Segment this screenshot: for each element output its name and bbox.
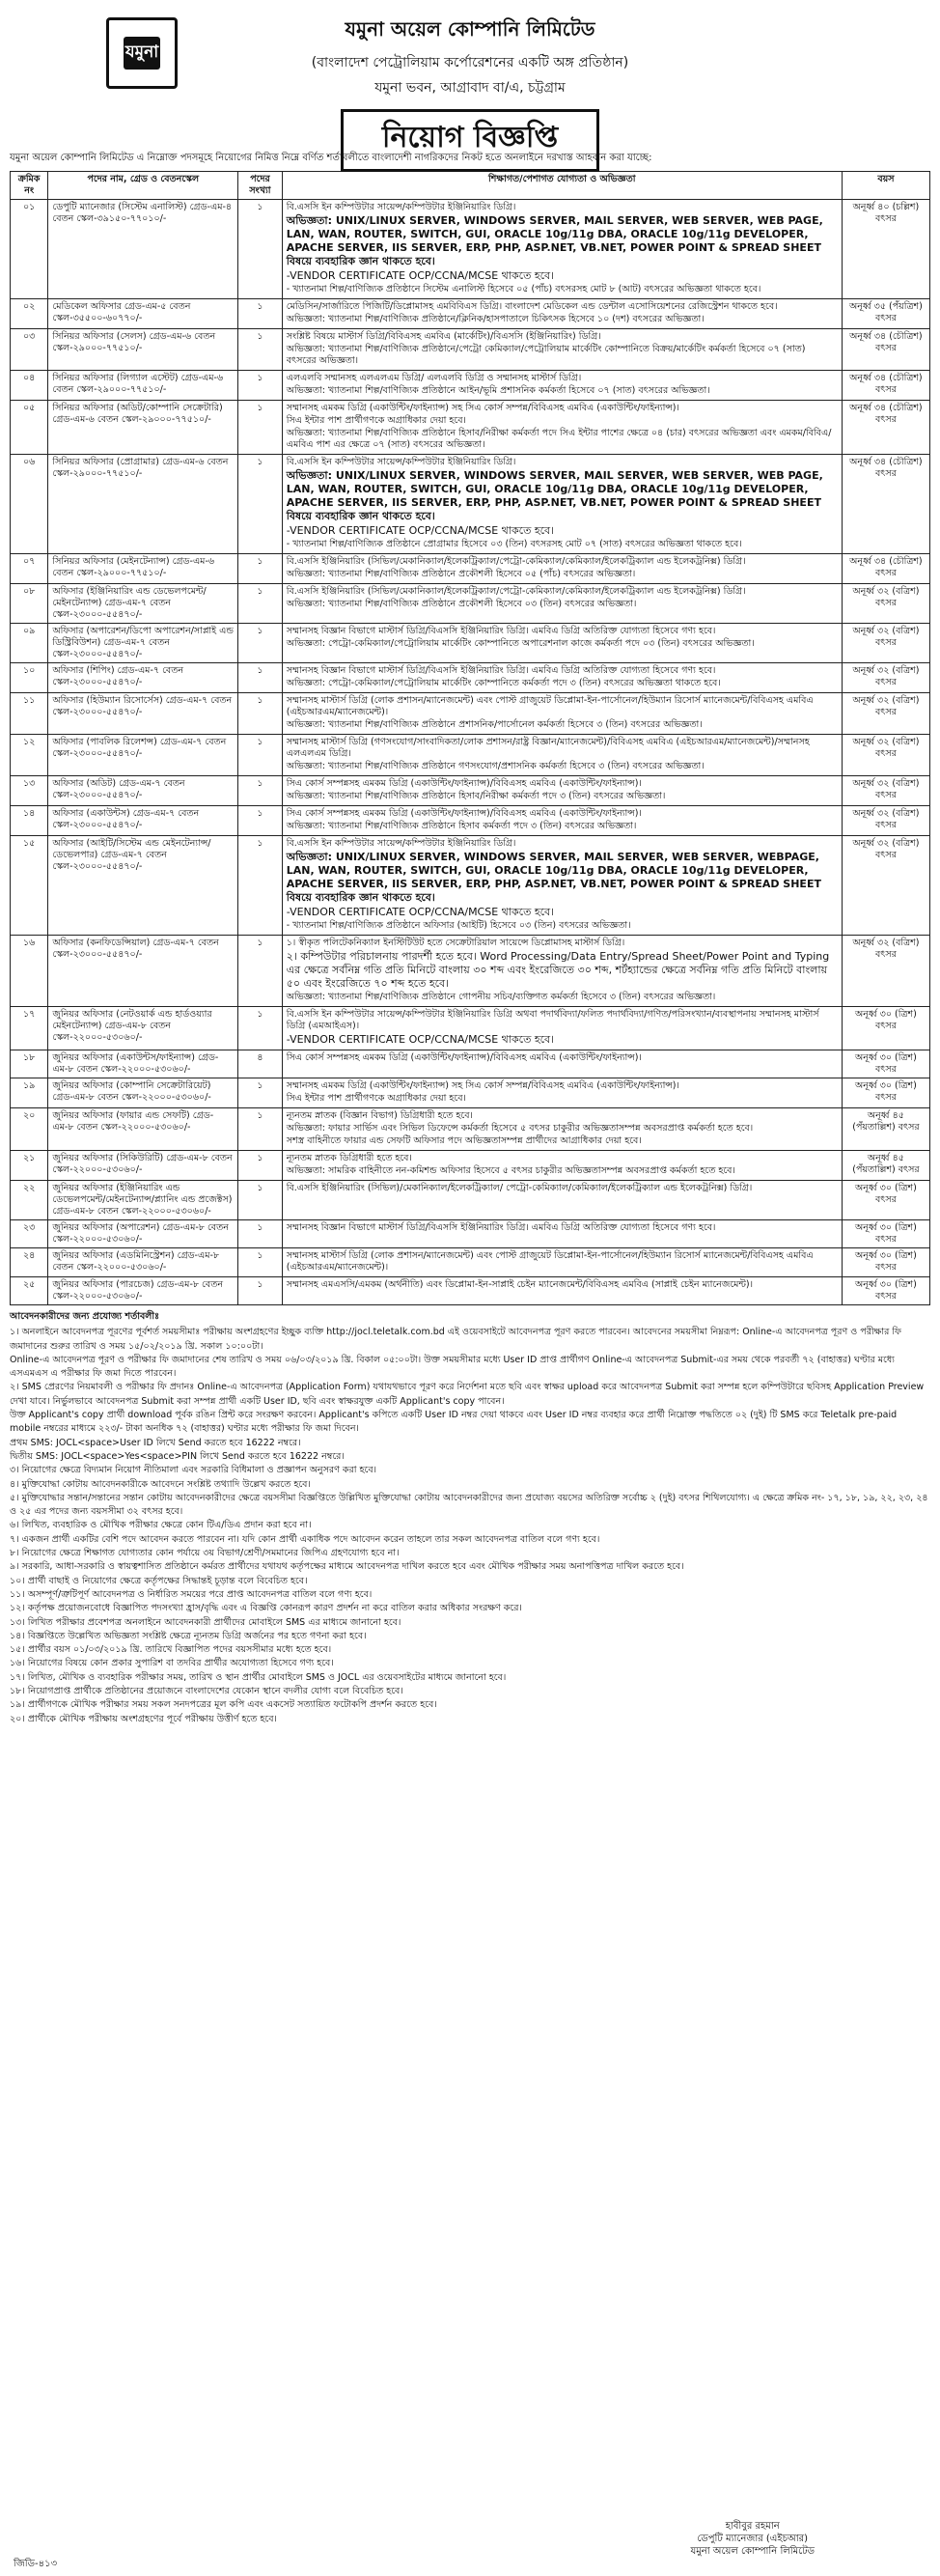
row-age: অনূর্ধ্ব ৩০ (ত্রিশ) বৎসর [842,1050,929,1078]
header-sl: ক্রমিক নং [11,172,48,200]
row-age: অনূর্ধ্ব ৩৪ (চৌত্রিশ) বৎসর [842,371,929,401]
row-count: ১ [238,401,283,455]
row-qualification [282,1050,842,1078]
qualification-line: অভিজ্ঞতা: খ্যাতনামা শিল্প/বাণিজ্যিক প্রতিষ্ঠানে আইন/ভূমি প্রশাসনিক কর্মকর্তা হিসেবে ০৭ (সাত) বৎসরের অভিজ্ঞতা। [286,385,710,396]
qualification-line: সম্মানসহ বিজ্ঞান বিভাগে মাস্টার্স ডিগ্রি/বিএসসি ইঞ্জিনিয়ারিং ডিগ্রি। এমবিএ ডিগ্রি অতিরিক্ত যোগ্যতা হিসেবে গণ্য হবে। [286,626,716,636]
row-age: অনূর্ধ্ব ৩০ (ত্রিশ) বৎসর [842,1220,929,1248]
terms-item: ১৮। নিয়োগপ্রাপ্ত প্রার্থীকে প্রতিষ্ঠানের প্রয়োজনে বাংলাদেশের যেকোন স্থানে বদলীর যোগ্য বলে বিবেচিত হবে। [10,1686,403,1697]
table-row [11,735,930,776]
row-sl: ১২ [11,735,48,776]
qualification-line: সম্মানসহ এমএসসি/এমকম (অর্থনীতি) এবং ডিপ্লোমা-ইন-সাপ্লাই চেইন ম্যানেজমেন্ট/বিবিএসহ এমবিএ (সাপ্লাই চেইন ম্যানেজমেন্ট)। [286,1279,754,1290]
qualification-line: সংশ্লিষ্ট বিষয়ে মাস্টার্স ডিগ্রি/বিবিএসহ এমবিএ (মার্কেটিং)/বিএসসি (ইঞ্জিনিয়ারিং) ডিগ্রি। [286,331,601,342]
row-post: জুনিয়র অফিসার (ফায়ার এন্ড সেফটি) গ্রেড-এম-৮ বেতন স্কেল-২২০০০-৫৩০৬০/- [48,1108,238,1151]
row-post: অফিসার (একাউন্টস) গ্রেড-এম-৭ বেতন স্কেল-২৩০০০-৫৫৪৭০/- [48,806,238,836]
row-count: ১ [238,1181,283,1220]
row-count: ১ [238,624,283,663]
terms-item: ৪। মুক্তিযোদ্ধা কোটায় আবেদনকারীকে আবেদনে সংশ্লিষ্ট তথ্যাদি উল্লেখ করতে হবে। [10,1478,311,1490]
row-sl: ১৬ [11,936,48,1007]
row-post: জুনিয়র অফিসার (সিকিউরিটি) গ্রেড-এম-৮ বেতন স্কেল-২২০০০-৫৩০৬০/- [48,1151,238,1181]
qualification-line: -VENDOR CERTIFICATE OCP/CCNA/MCSE থাকতে হবে। [286,269,555,282]
table-row [11,693,930,735]
qualification-line: সম্মানসহ মাস্টার্স ডিগ্রি (লোক প্রশাসন/ম্যানেজমেন্ট) এবং পোস্ট গ্রাজুয়েট ডিপ্লোমা-ইন-পার্সোনেল/হিউম্যান রিসোর্স ম্যানেজমেন্ট/বিবিএসহ এমবিএ (এইচআরএম/ম্যানেজমেন্ট)। [286,695,814,717]
intro-text: যমুনা অয়েল কোম্পানি লিমিটেড এ নিম্নোক্ত পদসমূহে নিয়োগের নিমিত্ত নিম্নে বর্ণিত শর্তাবলীতে বাংলাদেশী নাগরিকদের নিকট হতে অনলাইনে দরখাস্ত আহবান করা যাচ্ছে: [10,153,652,163]
company-name: যমুনা অয়েল কোম্পানি লিমিটেড [345,17,595,41]
terms-heading: আবেদনকারীদের জন্য প্রযোজ্য শর্তাবলীঃ [10,1311,160,1322]
row-count: ১ [238,776,283,806]
row-age: অনূর্ধ্ব ৩০ (ত্রিশ) বৎসর [842,1181,929,1220]
row-sl: ১৯ [11,1078,48,1108]
jobs-table [10,171,930,1305]
row-age: অনূর্ধ্ব ৩০ (ত্রিশ) বৎসর [842,1248,929,1277]
row-post: অফিসার (কনফিডেন্সিয়াল) গ্রেড-এম-৭ বেতন স্কেল-২৩০০০-৫৫৪৭০/- [48,936,238,1007]
qualification-line: বি.এসসি ইন কম্পিউটার সায়েন্স/কম্পিউটার ইঞ্জিনিয়ারিং ডিগ্রি। [286,202,516,212]
table-row [11,200,930,299]
row-qualification [282,1220,842,1248]
row-count: ১ [238,455,283,554]
qualification-line: -VENDOR CERTIFICATE OCP/CCNA/MCSE থাকতে হবে। [286,1033,555,1046]
row-qualification [282,1078,842,1108]
row-post: সিনিয়র অফিসার (প্রোগ্রামার) গ্রেড-এম-৬ বেতন স্কেল-২৯০০০-৭৭৫১০/- [48,455,238,554]
terms-item: ৯। সরকারি, আধা-সরকারি ও স্বায়ত্বশাসিত প্রতিষ্ঠানে কর্মরত প্রার্থীদের যথাযথ কর্তৃপক্ষের মাধ্যমে আবেদনপত্র দাখিল করতে হবে এবং মৌখিক পরীক্ষার সময় অনাপত্তিপত্র দাখিল করতে হবে। [10,1561,684,1573]
qualification-line: মেডিসিন/সার্জারিতে পিজিটি/ডিপ্লোমাসহ এমবিবিএস ডিগ্রি। বাংলাদেশ মেডিকেল এন্ড ডেন্টাল এসোসিয়েশনের রেজিস্ট্রেশন থাকতে হবে। [286,301,778,312]
table-row [11,1220,930,1248]
row-count: ১ [238,1220,283,1248]
terms-item: ১৩। লিখিত পরীক্ষার প্রবেশপত্র অনলাইনে আবেদনকারী প্রার্থীদের মোবাইলে SMS এর মাধ্যমে জানানো হবে। [10,1616,401,1628]
row-qualification [282,735,842,776]
signatory-company: যমুনা অয়েল কোম্পানি লিমিটেড [690,2546,815,2557]
row-post: জুনিয়র অফিসার (এডমিনিস্ট্রেশন) গ্রেড-এম-৮ বেতন স্কেল-২২০০০-৫৩০৬০/- [48,1248,238,1277]
qualification-line: অভিজ্ঞতা: খ্যাতনামা শিল্প/বাণিজ্যিক প্রতিষ্ঠানে হিসাব/নিরীক্ষা কর্মকর্তা পদে ৩ (তিন) বৎসরের অভিজ্ঞতা। [286,791,666,801]
qualification-line: ন্যূনতম স্নাতক ডিগ্রিধারী হতে হবে। [286,1153,412,1163]
row-sl: ২৩ [11,1220,48,1248]
row-sl: ২০ [11,1108,48,1151]
row-count: ১ [238,584,283,624]
row-count: ১ [238,1248,283,1277]
row-qualification [282,329,842,371]
table-row [11,1078,930,1108]
row-count: ১ [238,1277,283,1305]
qualification-line: অভিজ্ঞতা: সামরিক বাহিনীতে নন-কমিশন্ড অফিসার হিসেবে ৫ বৎসর চাকুরীর অভিজ্ঞতাসম্পন্ন অবসরপ্রাপ্ত কর্মকর্তা হতে হবে। [286,1165,735,1176]
table-row [11,1050,930,1078]
row-post: সিনিয়র অফিসার (মেইনটেন্যান্স) গ্রেড-এম-৬ বেতন স্কেল-২৯০০০-৭৭৫১০/- [48,554,238,584]
page-title: নিয়োগ বিজ্ঞপ্তি [341,109,599,172]
row-age: অনূর্ধ্ব ৩৪ (চৌত্রিশ) বৎসর [842,329,929,371]
notice-header [10,0,930,154]
qualification-line: অভিজ্ঞতা: পেট্রো-কেমিক্যাল/পেট্রোলিয়াম মার্কেটিং কোম্পানিতে কর্মকর্তা পদে ৩ (তিন) বৎসরের অভিজ্ঞতা থাকতে হবে। [286,678,721,688]
table-row [11,1151,930,1181]
row-count: ১ [238,806,283,836]
qualification-line: অভিজ্ঞতা: খ্যাতনামা শিল্প/বাণিজ্যিক প্রতিষ্ঠানে গণসংযোগ/প্রশাসনিক কর্মকর্তা হিসেবে ৩ (তিন) বৎসরের অভিজ্ঞতা। [286,761,705,771]
row-age: অনূর্ধ্ব ৩৫ (পঁয়ত্রিশ) বৎসর [842,299,929,329]
row-qualification [282,455,842,554]
terms-item: ১৬। নিয়োগের বিষয়ে কোন প্রকার সুপারিশ বা তদবির প্রার্থীর অযোগ্যতা হিসেবে গণ্য হবে। [10,1658,334,1669]
qualification-line: অভিজ্ঞতা: UNIX/LINUX SERVER, WINDOWS SERVER, MAIL SERVER, WEB SERVER, WEB PAGE, LAN, WAN, ROUTER, SWITCH, GUI, ORACLE 10g/11g DBA, ORACLE 10g/11g DEVELOPER, APACHE SERVER, IIS SERVER, ERP, PHP, ASP.NET, VB.NET, POWER POINT & SPREAD SHEET বিষয়ে ব্যবহারিক জ্ঞান থাকতে হবে। [286,469,823,522]
footer-code: জিডি-৪১৩ [14,2559,58,2569]
row-post: মেডিকেল অফিসার গ্রেড-এম-৫ বেতন স্কেল-৩৫৫০০-৬০৭৭০/- [48,299,238,329]
terms-item: ৮। নিয়োগের ক্ষেত্রে শিক্ষাগত যোগ্যতার কোন পর্যায়ে ৩য় বিভাগ/শ্রেণী/সমমানের জিপিএ গ্রহণযোগ্য হবে না। [10,1548,400,1559]
terms-item: ৫। মুক্তিযোদ্ধার সন্তান/সন্তানের সন্তান কোটায় আবেদনকারীদের ক্ষেত্রে বয়সসীমা বিজ্ঞপ্তিতে উল্লিখিত মুক্তিযোদ্ধা কোটায় আবেদনকারীদের জন্য প্রযোজ্য বয়সের অতিরিক্ত সর্বোচ্চ ২ (দুই) বৎসর শিথিলযোগ্য। এ ক্ষেত্রে ক্রমিক নং- ১৭, ১৮, ১৯, ২২, ২৩, ২৪ ও ২৫ এর পদের জন্য বয়সসীমা ৩২ বৎসর হবে। [10,1492,928,1518]
table-row [11,401,930,455]
row-count: ১ [238,735,283,776]
qualification-line: ন্যূনতম স্নাতক (বিজ্ঞান বিভাগ) ডিগ্রিধারী হতে হবে। [286,1110,473,1121]
row-sl: ০৯ [11,624,48,663]
row-post: অফিসার (অডিট) গ্রেড-এম-৭ বেতন স্কেল-২৩০০০-৫৫৪৭০/- [48,776,238,806]
row-qualification [282,693,842,735]
row-age: অনূর্ধ্ব ৩২ (বত্রিশ) বৎসর [842,693,929,735]
table-row [11,299,930,329]
row-sl: ২৫ [11,1277,48,1305]
row-post: ডেপুটি ম্যানেজার (সিস্টেম এনালিস্ট) গ্রেড-এম-৪ বেতন স্কেল-৩৯১৫০-৭৭০১০/- [48,200,238,299]
header-post: পদের নাম, গ্রেড ও বেতনস্কেল [48,172,238,200]
row-sl: ১১ [11,693,48,735]
qualification-line: অভিজ্ঞতা: খ্যাতনামা শিল্প/বাণিজ্যিক প্রতিষ্ঠানে/ক্লিনিক/হাসপাতালে চিকিৎসক হিসেবে ১০ (দশ) বৎসরের অভিজ্ঞতা। [286,314,705,324]
row-post: জুনিয়র অফিসার (নেটওয়ার্ক এন্ড হার্ডওয়্যার মেইনটেন্যান্স) গ্রেড-এম-৮ বেতন স্কেল-২২০০০-৫৩০৬০/- [48,1007,238,1050]
row-sl: ২২ [11,1181,48,1220]
row-count: ১ [238,554,283,584]
table-row [11,1248,930,1277]
qualification-line: -VENDOR CERTIFICATE OCP/CCNA/MCSE থাকতে হবে। [286,906,555,918]
row-sl: ০৩ [11,329,48,371]
row-sl: ১০ [11,663,48,693]
row-age: অনূর্ধ্ব ৩২ (বত্রিশ) বৎসর [842,936,929,1007]
row-post: অফিসার (হিউম্যান রিসোর্সেস) গ্রেড-এম-৭ বেতন স্কেল-২৩০০০-৫৫৪৭০/- [48,693,238,735]
qualification-line: সিএ ইন্টার পাশ প্রার্থীগণকে অগ্রাধিকার দেয়া হবে। [286,415,466,426]
qualification-line: সিএ কোর্স সম্পন্নসহ এমকম ডিগ্রি (একাউন্টিং/ফাইন্যান্স)/বিবিএসহ এমবিএ (একাউন্টিং/ফাইন্যান্স)। [286,808,642,819]
row-qualification [282,299,842,329]
qualification-line: বি.এসসি ইঞ্জিনিয়ারিং (সিভিল/মেকানিক্যাল/ইলেকট্রিক্যাল/পেট্রো-কেমিক্যাল/কেমিক্যাল/ইলেকট্রিক্যাল এন্ড ইলেকট্রনিক্স) ডিগ্রি। [286,586,746,597]
terms-item: ১৯। প্রার্থীগণকে মৌখিক পরীক্ষার সময় সকল সনদপত্রের মূল কপি এবং একসেট সত্যায়িত ফটোকপি প্রদর্শন করতে হবে। [10,1699,437,1711]
qualification-line: সশস্ত্র বাহিনীতে ফায়ার এন্ড সেফটি অফিসার পদে অভিজ্ঞতাসম্পন্ন প্রার্থীদের আগ্রাধিকার দেয়া হবে। [286,1135,642,1146]
qualification-line: অভিজ্ঞতা: UNIX/LINUX SERVER, WINDOWS SERVER, MAIL SERVER, WEB SERVER, WEBPAGE, LAN, WAN, ROUTER, SWITCH, GUI, ORACLE 10g/11g DBA, ORACLE 10g/11g DEVELOPER, APACHE SERVER, IIS SERVER, ERP, PHP, ASP.NET, VB.NET, POWER POINT & SPREAD SHEET বিষয়ে ব্যবহারিক জ্ঞান থাকতে হবে। [286,851,821,904]
table-header-row [11,172,930,200]
terms-item: উক্ত Applicant's copy প্রার্থী download পূর্বক রঙিন প্রিন্ট করে সংরক্ষণ করবেন। Applicant's কপিতে একটি User ID নম্বর দেয়া থাকবে এবং User ID নম্বর ব্যবহার করে প্রার্থী নিম্নোক্ত পদ্ধতিতে ০২ (দুই) টি SMS করে Teletalk pre-paid mobile নম্বরের মাধ্যমে ২২৩/- টাকা অনধিক ৭২ (বাহাত্তর) ঘণ্টার মধ্যে পরীক্ষার ফি জমা দিবেন। [10,1410,898,1435]
row-post: অফিসার (আইটি/সিস্টেম এন্ড মেইনটেন্যান্স/ডেভেলপার) গ্রেড-এম-৭ বেতন স্কেল-২৩০০০-৫৫৪৭০/- [48,836,238,936]
row-count: ১ [238,299,283,329]
row-sl: ০৫ [11,401,48,455]
row-qualification [282,1181,842,1220]
terms-item: ৬। লিখিত, ব্যবহারিক ও মৌখিক পরীক্ষার ক্ষেত্রে কোন টিএ/ডিএ প্রদান করা হবে না। [10,1520,312,1531]
table-row [11,1277,930,1305]
row-post: সিনিয়র অফিসার (সেলস) গ্রেড-এম-৬ বেতন স্কেল-২৯০০০-৭৭৫১০/- [48,329,238,371]
row-age: অনূর্ধ্ব ৩০ (ত্রিশ) বৎসর [842,1007,929,1050]
row-post: অফিসার (ইঞ্জিনিয়ারিং এন্ড ডেভেলপমেন্ট/মেইনটেন্যান্স) গ্রেড-এম-৭ বেতন স্কেল-২৩০০০-৫৫৪৭০/- [48,584,238,624]
table-row [11,663,930,693]
row-count: ১ [238,836,283,936]
row-sl: ০৬ [11,455,48,554]
terms-item: ১৪। বিজ্ঞপ্তিতে উল্লেখিত অভিজ্ঞতা সংশ্লিষ্ট ক্ষেত্রে ন্যূনতম ডিগ্রি অর্জনের পর হতে গণনা করা হবে। [10,1630,367,1641]
row-age: অনূর্ধ্ব ৪৫ (পঁয়তাল্লিশ) বৎসর [842,1108,929,1151]
header-edu: শিক্ষাগত/পেশাগত যোগ্যতা ও অভিজ্ঞতা [282,172,842,200]
qualification-line: অভিজ্ঞতা: খ্যাতনামা শিল্প/বাণিজ্যিক প্রতিষ্ঠানে প্রশাসনিক/পার্সোনেল কর্মকর্তা হিসেবে ৩ (তিন) বৎসরের অভিজ্ঞতা। [286,719,703,730]
qualification-line: বি.এসসি ইন কম্পিউটার সায়েন্স/কম্পিউটার ইঞ্জিনিয়ারিং ডিগ্রি। [286,457,516,467]
table-row [11,806,930,836]
header-age: বয়স [842,172,929,200]
terms-item: Online-এ আবেদনপত্র পূরণ ও পরীক্ষার ফি জমাদানের শেষ তারিখ ও সময় ০৬/০৩/২০১৯ খ্রি. বিকাল ০৫:০০টা। উক্ত সময়সীমার মধ্যে User ID প্রাপ্ত প্রার্থীগণ Online-এ আবেদনপত্র Submit-এর সময় থেকে পরবর্তী ৭২ (বাহাত্তর) ঘণ্টার মধ্যে এসএমএস এ পরীক্ষার ফি জমা দিতে পারবেন। [10,1354,895,1380]
row-qualification [282,624,842,663]
row-post: জুনিয়র অফিসার (কোম্পানি সেক্রেটারিয়েট) গ্রেড-এম-৮ বেতন স্কেল-২২০০০-৫৩০৬০/- [48,1078,238,1108]
qualification-line: অভিজ্ঞতা: খ্যাতনামা শিল্প/বাণিজ্যিক প্রতিষ্ঠানে প্রকৌশলী হিসেবে ০৫ (পাঁচ) বৎসরের অভিজ্ঞতা। [286,569,636,579]
table-row [11,836,930,936]
row-age: অনূর্ধ্ব ৩০ (ত্রিশ) বৎসর [842,1078,929,1108]
company-subtitle: (বাংলাদেশ পেট্রোলিয়াম কর্পোরেশনের একটি অঙ্গ প্রতিষ্ঠান) [311,55,629,70]
row-sl: ০১ [11,200,48,299]
qualification-line: বি.এসসি ইঞ্জিনিয়ারিং (সিভিল)/মেকানিক্যাল/ইলেকট্রিক্যাল/ পেট্রো-কেমিক্যাল/কেমিক্যাল/ইলেকট্রিক্যাল এন্ড ইলেকট্রনিক্স) ডিগ্রি। [286,1183,753,1193]
table-row [11,329,930,371]
row-sl: ০৮ [11,584,48,624]
qualification-line: অভিজ্ঞতা: খ্যাতনামা শিল্প/বাণিজ্যিক প্রতিষ্ঠানে গোপনীয় সচিব/ব্যক্তিগত কর্মকর্তা হিসেবে ৩ (তিন) বৎসরের অভিজ্ঞতা। [286,992,716,1002]
row-age: অনূর্ধ্ব ৩২ (বত্রিশ) বৎসর [842,776,929,806]
row-post: সিনিয়র অফিসার (অডিট/কোম্পানি সেক্রেটারি) গ্রেড-এম-৬ বেতন স্কেল-২৯০০০-৭৭৫১০/- [48,401,238,455]
table-row [11,554,930,584]
table-body [11,200,930,1305]
row-post: অফিসার (শিপিং) গ্রেড-এম-৭ বেতন স্কেল-২৩০০০-৫৫৪৭০/- [48,663,238,693]
table-row [11,1181,930,1220]
row-qualification [282,1007,842,1050]
row-sl: ১৭ [11,1007,48,1050]
table-row [11,455,930,554]
row-post: জুনিয়র অফিসার (একাউন্টস/ফাইন্যান্স) গ্রেড-এম-৮ বেতন স্কেল-২২০০০-৫৩০৬০/- [48,1050,238,1078]
header-count: পদের সংখ্যা [238,172,283,200]
row-qualification [282,1248,842,1277]
signatory-name: হাবীবুর রহমান [725,2521,780,2532]
terms-list [10,1326,930,1726]
row-count: ১ [238,1078,283,1108]
row-qualification [282,806,842,836]
table-row [11,1108,930,1151]
terms-item: দ্বিতীয় SMS: JOCL<space>Yes<space>PIN লিখে Send করতে হবে 16222 নম্বরে। [10,1450,345,1462]
row-qualification [282,1108,842,1151]
row-qualification [282,1151,842,1181]
table-row [11,776,930,806]
table-row [11,1007,930,1050]
qualification-line: বি.এসসি ইন কম্পিউটার সায়েন্স/কম্পিউটার ইঞ্জিনিয়ারিং ডিগ্রি। [286,838,516,849]
row-age: অনূর্ধ্ব ৩২ (বত্রিশ) বৎসর [842,584,929,624]
table-row [11,371,930,401]
terms-item: ১৭। লিখিত, মৌখিক ও ব্যবহারিক পরীক্ষার সময়, তারিখ ও স্থান প্রার্থীর মোবাইলে SMS ও JOCL এর ওয়েবসাইটের মাধ্যমে জানানো হবে। [10,1671,507,1683]
row-age: অনূর্ধ্ব ৪০ (চল্লিশ) বৎসর [842,200,929,299]
row-sl: ১৪ [11,806,48,836]
qualification-line: এলএলবি সম্মানসহ এলএলএম ডিগ্রি/ এলএলবি ডিগ্রি ও সম্মানসহ মাস্টার্স ডিগ্রি। [286,373,582,383]
row-age: অনূর্ধ্ব ৩৪ (চৌত্রিশ) বৎসর [842,455,929,554]
row-count: ১ [238,329,283,371]
terms-item: ৩। নিয়োগের ক্ষেত্রে বিদ্যমান নিয়োগ নীতিমালা এবং সরকারি বিধিমালা ও প্রজ্ঞাপন অনুসরণ করা হবে। [10,1465,377,1476]
row-age: অনূর্ধ্ব ৩২ (বত্রিশ) বৎসর [842,806,929,836]
terms-item: ১। অনলাইনে আবেদনপত্র পূরণের পূর্বশর্ত সময়সীমাঃ পরীক্ষায় অংশগ্রহণের ইচ্ছুক ব্যক্তি http://jocl.teletalk.com.bd এই ওয়েবসাইটে আবেদনপত্র পূরণ করতে পারবেন। আবেদনের সময়সীমা নিম্নরূপ: Online-এ আবেদনপত্র পূরণ ও পরীক্ষার ফি জমাদানের শুরুর তারিখ ও সময় ১৫/০২/২০১৯ খ্রি. সকাল ১০:০০টা। [10,1327,902,1352]
row-age: অনূর্ধ্ব ৩৪ (চৌত্রিশ) বৎসর [842,554,929,584]
row-sl: ১৫ [11,836,48,936]
qualification-line: - খ্যাতনামা শিল্প/বাণিজ্যিক প্রতিষ্ঠানে প্রোগ্রামার হিসেবে ০৩ (তিন) বৎসরসহ মোট ০৭ (সাত) বৎসরের অভিজ্ঞতা থাকতে হবে। [286,539,742,549]
row-post: অফিসার (অপারেশন/ডিপো অপারেশন/সাপ্লাই এন্ড ডিস্ট্রিবিউশন) গ্রেড-এম-৭ বেতন স্কেল-২৩০০০-৫৫৪৭০/- [48,624,238,663]
qualification-line: অভিজ্ঞতা: খ্যাতনামা শিল্প/বাণিজ্যিক প্রতিষ্ঠানে প্রকৌশলী হিসেবে ০৩ (তিন) বৎসরের অভিজ্ঞতা। [286,599,637,609]
row-age: অনূর্ধ্ব ৩০ (ত্রিশ) বৎসর [842,1277,929,1305]
row-qualification [282,836,842,936]
row-qualification [282,371,842,401]
row-sl: ২১ [11,1151,48,1181]
row-age: অনূর্ধ্ব ৪৫ (পঁয়তাল্লিশ) বৎসর [842,1151,929,1181]
row-count: ১ [238,693,283,735]
row-qualification [282,401,842,455]
row-post: জুনিয়র অফিসার (অপারেশন) গ্রেড-এম-৮ বেতন স্কেল-২২০০০-৫৩০৬০/- [48,1220,238,1248]
row-post: সিনিয়র অফিসার (লিগ্যাল এস্টেট) গ্রেড-এম-৬ বেতন স্কেল-২৯০০০-৭৭৫১০/- [48,371,238,401]
row-sl: ১৮ [11,1050,48,1078]
terms-item: ৭। একজন প্রার্থী একটির বেশি পদে আবেদন করতে পারবেন না। যদি কোন প্রার্থী একাধিক পদে আবেদন করেন তাহলে তার সকল আবেদনপত্র বাতিল বলে গণ্য হবে। [10,1533,600,1545]
terms-item: প্রথম SMS: JOCL<space>User ID লিখে Send করতে হবে 16222 নম্বরে। [10,1437,301,1448]
row-age: অনূর্ধ্ব ৩২ (বত্রিশ) বৎসর [842,663,929,693]
row-qualification [282,200,842,299]
terms-item: ২। SMS প্রেরণের নিয়মাবলী ও পরীক্ষার ফি প্রদানঃ Online-এ আবেদনপত্র (Application Form) যথাযথভাবে পূরণ করে নির্দেশনা মতে ছবি এবং স্বাক্ষর upload করে আবেদনপত্র Submit করা সম্পন্ন হলে কম্পিউটারে ছবিসহ Application Preview দেখা যাবে। নির্ভুলভাবে আবেদনপত্র Submit করা সম্পন্ন প্রার্থী একটি User ID, ছবি এবং স্বাক্ষরযুক্ত একটি Applicant's copy পাবেন। [10,1382,925,1407]
row-qualification [282,1277,842,1305]
row-count: ১ [238,1151,283,1181]
row-post: অফিসার (পাবলিক রিলেশন্স) গ্রেড-এম-৭ বেতন স্কেল-২৩০০০-৫৫৪৭০/- [48,735,238,776]
qualification-line: - খ্যাতনামা শিল্প/বাণিজ্যিক প্রতিষ্ঠানে সিস্টেম এনালিস্ট হিসেবে ০৫ (পাঁচ) বৎসরসহ মোট ৮ (আট) বৎসরের অভিজ্ঞতা থাকতে হবে। [286,284,761,294]
qualification-line: সিএ ইন্টার পাশ প্রার্থীগণকে অগ্রাধিকার দেয়া হবে। [286,1093,466,1104]
table-row [11,584,930,624]
terms-item: ১১। অসম্পূর্ণ/ত্রুটিপূর্ণ আবেদনপত্র ও নির্ধারিত সময়ের পরে প্রাপ্ত আবেদনপত্র বাতিল বলে গণ্য হবে। [10,1588,373,1600]
logo-text: যমুনা [124,37,160,70]
row-count: ১ [238,663,283,693]
qualification-line: অভিজ্ঞতা: UNIX/LINUX SERVER, WINDOWS SERVER, MAIL SERVER, WEB SERVER, WEB PAGE, LAN, WAN, ROUTER, SWITCH, GUI, ORACLE 10g/11g DBA, ORACLE 10g/11g DEVELOPER, APACHE SERVER, IIS SERVER, ERP, PHP, ASP.NET, VB.NET, POWER POINT & SPREAD SHEET বিষয়ে ব্যবহারিক জ্ঞান থাকতে হবে। [286,214,823,267]
row-count: ১ [238,936,283,1007]
qualification-line: সম্মানসহ এমকম ডিগ্রি (একাউন্টিং/ফাইন্যান্স) সহ সিএ কোর্স সম্পন্ন/বিবিএসহ এমবিএ (একাউন্টিং/ফাইন্যান্স)। [286,1080,679,1091]
terms-item: ১৫। প্রার্থীর বয়স ০১/০৩/২০১৯ খ্রি. তারিখে বিজ্ঞাপিত পদের বয়সসীমার মধ্যে হতে হবে। [10,1644,332,1656]
notice-page [10,0,930,2576]
qualification-line: সম্মানসহ বিজ্ঞান বিভাগে মাস্টার্স ডিগ্রি/বিএসসি ইঞ্জিনিয়ারিং ডিগ্রি। এমবিএ ডিগ্রি অতিরিক্ত যোগ্যতা হিসেবে গণ্য হবে। [286,1222,716,1233]
row-count: ১ [238,1108,283,1151]
row-count: ১ [238,371,283,401]
terms-item: ২০। প্রার্থীকে মৌখিক পরীক্ষায় অংশগ্রহণের পূর্বে পরীক্ষায় উত্তীর্ণ হতে হবে। [10,1713,277,1724]
qualification-line: -VENDOR CERTIFICATE OCP/CCNA/MCSE থাকতে হবে। [286,524,555,537]
qualification-line: ২। কম্পিউটার পরিচালনায় পারদর্শী হতে হবে। Word Processing/Data Entry/Spread Sheet/Power Point and Typing এর ক্ষেত্রে সর্বনিম্ন গতি প্রতি মিনিটে বাংলায় ৩০ শব্দ এবং ইংরেজিতে ৩০ শব্দ, শর্টহ্যান্ডের ক্ষেত্রে সর্বনিম্ন গতি প্রতি মিনিটে বাংলায় ৫০ এবং ইংরেজিতে ৭০ শব্দ হতে হবে। [286,950,830,990]
qualification-line: অভিজ্ঞতা: খ্যাতনামা শিল্প/বাণিজ্যিক প্রতিষ্ঠানে হিসাব/নিরীক্ষা কর্মকর্তা পদে সিএ ইন্টার পাশের ক্ষেত্রে ০৪ (চার) বৎসরের অভিজ্ঞতা এবং এমকম/বিবিএ/এমবিএ পাশ এর ক্ষেত্রে ০৭ (সাত) বৎসরের অভিজ্ঞতা। [286,428,832,450]
row-post: জুনিয়র অফিসার (ইঞ্জিনিয়ারিং এন্ড ডেভেলপমেন্ট/মেইনটেন্যান্স/প্ল্যানিং এন্ড প্রজেক্টস) গ্রেড-এম-৮ বেতন স্কেল-২২০০০-৫৩০৬০/- [48,1181,238,1220]
row-sl: ০৭ [11,554,48,584]
row-count: ১ [238,200,283,299]
row-age: অনূর্ধ্ব ৩২ (বত্রিশ) বৎসর [842,624,929,663]
qualification-line: সম্মানসহ এমকম ডিগ্রি (একাউন্টিং/ফাইন্যান্স) সহ সিএ কোর্স সম্পন্ন/বিবিএসহ এমবিএ (একাউন্টিং/ফাইন্যান্স)। [286,403,679,413]
qualification-line: বি.এসসি ইন কম্পিউটার সায়েন্স/কম্পিউটার ইঞ্জিনিয়ারিং ডিগ্রি অথবা পদার্থবিদ্যা/ফলিত পদার্থবিদ্যা/গণিত/পরিসংখ্যান/ব্যবস্থাপনায় সম্মানসহ মাস্টার্স ডিগ্রি (এমআইএস)। [286,1009,819,1031]
company-address: যমুনা ভবন, আগ্রাবাদ বা/এ, চট্টগ্রাম [374,80,566,96]
terms-item: ১২। কর্তৃপক্ষ প্রয়োজনবোধে বিজ্ঞাপিত পদসংখ্যা হ্রাস/বৃদ্ধি এবং এ বিজ্ঞপ্তি কোনরূপ কারণ প্রদর্শন না করে বাতিল করার অধিকার সংরক্ষণ করে। [10,1603,522,1614]
row-qualification [282,936,842,1007]
row-count: ৪ [238,1050,283,1078]
row-qualification [282,663,842,693]
row-sl: ০৪ [11,371,48,401]
row-count: ১ [238,1007,283,1050]
qualification-line: অভিজ্ঞতা: পেট্রো-কেমিক্যাল/পেট্রোলিয়াম মার্কেটিং কোম্পানিতে অপারেশনাল কাজে কর্মকর্তা পদে ০৩ (তিন) বৎসরের অভিজ্ঞতা। [286,638,755,649]
company-logo [106,17,178,89]
qualification-line: সম্মানসহ মাস্টার্স ডিগ্রি (লোক প্রশাসন/ম্যানেজমেন্ট) এবং পোস্ট গ্রাজুয়েট ডিপ্লোমা-ইন-পার্সোনেল/হিউম্যান রিসোর্স ম্যানেজমেন্ট/বিবিএসহ এমবিএ (এইচআরএম/ম্যানেজমেন্ট)। [286,1250,814,1273]
qualification-line: সম্মানসহ বিজ্ঞান বিভাগে মাস্টার্স ডিগ্রি/বিএসসি ইঞ্জিনিয়ারিং ডিগ্রি। এমবিএ ডিগ্রি অতিরিক্ত যোগ্যতা হিসেবে গণ্য হবে। [286,665,716,676]
row-post: জুনিয়র অফিসার (পারচেজ) গ্রেড-এম-৮ বেতন স্কেল-২২০০০-৫৩০৬০/- [48,1277,238,1305]
row-sl: ০২ [11,299,48,329]
qualification-line: - খ্যাতনামা শিল্প/বাণিজ্যিক প্রতিষ্ঠানে অফিসার (আইটি) হিসেবে ০৩ (তিন) বৎসরের অভিজ্ঞতা। [286,920,631,931]
row-qualification [282,584,842,624]
row-sl: ২৪ [11,1248,48,1277]
signature-block [690,2520,815,2558]
row-qualification [282,554,842,584]
qualification-line: অভিজ্ঞতা: খ্যাতনামা শিল্প/বাণিজ্যিক প্রতিষ্ঠানে/পেট্রো কেমিক্যাল/পেট্রোলিয়াম মার্কেটিং কোম্পানিতে বিক্রয়/মার্কেটিং কর্মকর্তা হিসেবে ০৭ (সাত) বৎসরের অভিজ্ঞতা। [286,344,806,366]
qualification-line: বি.এসসি ইঞ্জিনিয়ারিং (সিভিল/মেকানিক্যাল/ইলেকট্রিক্যাল/পেট্রো-কেমিক্যাল/কেমিক্যাল/ইলেকট্রিক্যাল এন্ড ইলেকট্রনিক্স) ডিগ্রি। [286,556,746,567]
terms-section [10,1310,930,1726]
row-age: অনূর্ধ্ব ৩২ (বত্রিশ) বৎসর [842,836,929,936]
table-row [11,624,930,663]
qualification-line: সিএ কোর্স সম্পন্নসহ এমকম ডিগ্রি (একাউন্টিং/ফাইন্যান্স)/বিবিএসহ এমবিএ (একাউন্টিং/ফাইন্যান্স)। [286,778,642,789]
qualification-line: ১। স্বীকৃত পলিটেকনিক্যাল ইনস্টিটিউট হতে সেক্রেটারিয়াল সায়েন্সে ডিপ্লোমাসহ মাস্টার্স ডিগ্রি। [286,938,625,948]
signatory-designation: ডেপুটি ম্যানেজার (এইচআর) [697,2534,809,2544]
qualification-line: অভিজ্ঞতা: ফায়ার সার্ভিস এবং সিভিল ডিফেন্সে কর্মকর্তা হিসেবে ৫ বৎসর চাকুরীর অভিজ্ঞতাসম্পন্ন অবসরপ্রাপ্ত কর্মকর্তা হতে হবে। [286,1123,754,1134]
qualification-line: সিএ কোর্স সম্পন্নসহ এমকম ডিগ্রি (একাউন্টিং/ফাইন্যান্স)/বিবিএসহ এমবিএ (একাউন্টিং/ফাইন্যান্স)। [286,1052,642,1063]
row-age: অনূর্ধ্ব ৩৪ (চৌত্রিশ) বৎসর [842,401,929,455]
row-qualification [282,776,842,806]
row-sl: ১৩ [11,776,48,806]
table-row [11,936,930,1007]
qualification-line: অভিজ্ঞতা: খ্যাতনামা শিল্প/বাণিজ্যিক প্রতিষ্ঠানে হিসাব কর্মকর্তা পদে ৩ (তিন) বৎসরের অভিজ্ঞতা। [286,821,637,831]
terms-item: ১০। প্রার্থী বাছাই ও নিয়োগের ক্ষেত্রে কর্তৃপক্ষের সিদ্ধান্তই চূড়ান্ত বলে বিবেচিত হবে। [10,1575,308,1586]
qualification-line: সম্মানসহ মাস্টার্স ডিগ্রি (গণসংযোগ/সাংবাদিকতা/লোক প্রশাসন/রাষ্ট্র বিজ্ঞান/ম্যানেজমেন্ট)/বিবিএসহ এমবিএ (এইচআরএম/ম্যানেজমেন্ট)/সম্মানসহ এলএলএম ডিগ্রি। [286,737,810,759]
row-age: অনূর্ধ্ব ৩২ (বত্রিশ) বৎসর [842,735,929,776]
